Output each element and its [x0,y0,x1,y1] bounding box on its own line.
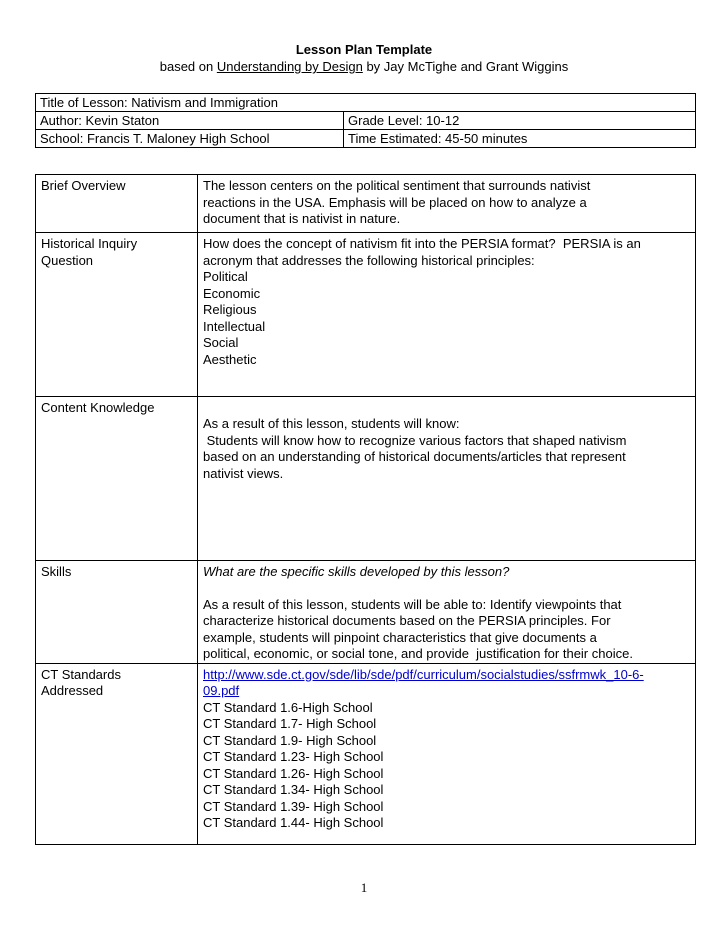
ct-standard-item: CT Standard 1.44- High School [203,815,384,830]
spacer [203,400,691,416]
historical-inquiry-line: How does the concept of nativism fit into the PERSIA format? PERSIA is an [203,236,641,251]
brief-overview-line: document that is nativist in nature. [203,211,401,226]
skills-line: characterize historical documents based on the PERSIA principles. For [203,613,611,628]
ct-framework-link[interactable]: http://www.sde.ct.gov/sde/lib/sde/pdf/curriculum/socialstudies/ssfrmwk_10-6- [203,666,644,682]
ct-standards-content [198,663,696,844]
skills-question: What are the specific skills developed by this lesson? [203,564,510,579]
time-estimated: Time Estimated: 45-50 minutes [344,130,696,148]
skills-line: political, economic, or social tone, and provide justification for their choice. [203,646,633,661]
historical-inquiry-label-line: Historical Inquiry [41,236,138,251]
historical-inquiry-line: acronym that addresses the following historical principles: [203,252,535,268]
brief-overview-content [198,175,696,233]
ct-standards-label-line: CT Standards [41,666,121,682]
row-historical-inquiry [36,233,696,397]
content-knowledge-line: nativist views. [203,465,284,481]
persia-principle: Religious [203,302,257,317]
title-of-lesson: Title of Lesson: Nativism and Immigration [36,94,696,112]
page-title: Lesson Plan Template [295,42,433,57]
page-number: 1 [360,880,368,895]
content-knowledge-line: Students will know how to recognize various factors that shaped nativism [203,432,627,448]
subtitle-prefix: based on [159,59,217,74]
ct-standard-item: CT Standard 1.6-High School [203,699,373,715]
skills-label: Skills [36,561,198,664]
row-ct-standards [36,663,696,844]
persia-principle: Economic [203,285,261,301]
content-knowledge-line: As a result of this lesson, students will know: [203,416,460,431]
ct-standard-item: CT Standard 1.7- High School [203,716,377,731]
skills-line: example, students will pinpoint characteristics that give documents a [203,629,597,645]
subtitle-suffix: by Jay McTighe and Grant Wiggins [362,59,569,74]
historical-inquiry-label-line: Question [41,252,94,268]
ct-standard-item: CT Standard 1.23- High School [203,749,384,764]
row-content-knowledge [36,397,696,561]
lesson-plan-table [35,174,696,845]
content-knowledge-content [198,397,696,561]
brief-overview-label: Brief Overview [36,175,198,233]
persia-principle: Political [203,269,248,284]
page-subtitle [0,59,728,75]
content-knowledge-label: Content Knowledge [36,397,198,561]
grade-level: Grade Level: 10-12 [344,112,696,130]
ct-framework-link[interactable]: 09.pdf [203,683,240,698]
skills-line: As a result of this lesson, students will be able to: Identify viewpoints that [203,596,622,612]
skills-content [198,561,696,664]
ct-standard-item: CT Standard 1.34- High School [203,782,384,797]
ct-standard-item: CT Standard 1.9- High School [203,732,377,748]
row-brief-overview [36,175,696,233]
school: School: Francis T. Maloney High School [36,130,344,148]
ct-standard-item: CT Standard 1.26- High School [203,765,384,781]
brief-overview-line: reactions in the USA. Emphasis will be placed on how to analyze a [203,194,587,210]
info-row-author [36,112,696,130]
brief-overview-line: The lesson centers on the political sentiment that surrounds nativist [203,178,591,193]
content-knowledge-line: based on an understanding of historical documents/articles that represent [203,449,626,464]
persia-principle: Social [203,335,239,350]
persia-principle: Aesthetic [203,351,257,367]
row-skills [36,561,696,664]
info-row-title [36,94,696,112]
ct-standards-label [36,663,198,844]
author: Author: Kevin Staton [36,112,344,130]
historical-inquiry-label [36,233,198,397]
ct-standards-label-line: Addressed [41,683,104,698]
info-row-school [36,130,696,148]
persia-principle: Intellectual [203,318,266,334]
subtitle-book-title: Understanding by Design [216,59,363,74]
ct-standard-item: CT Standard 1.39- High School [203,798,384,814]
historical-inquiry-content [198,233,696,397]
spacer [203,581,691,597]
lesson-info-table [35,93,696,148]
